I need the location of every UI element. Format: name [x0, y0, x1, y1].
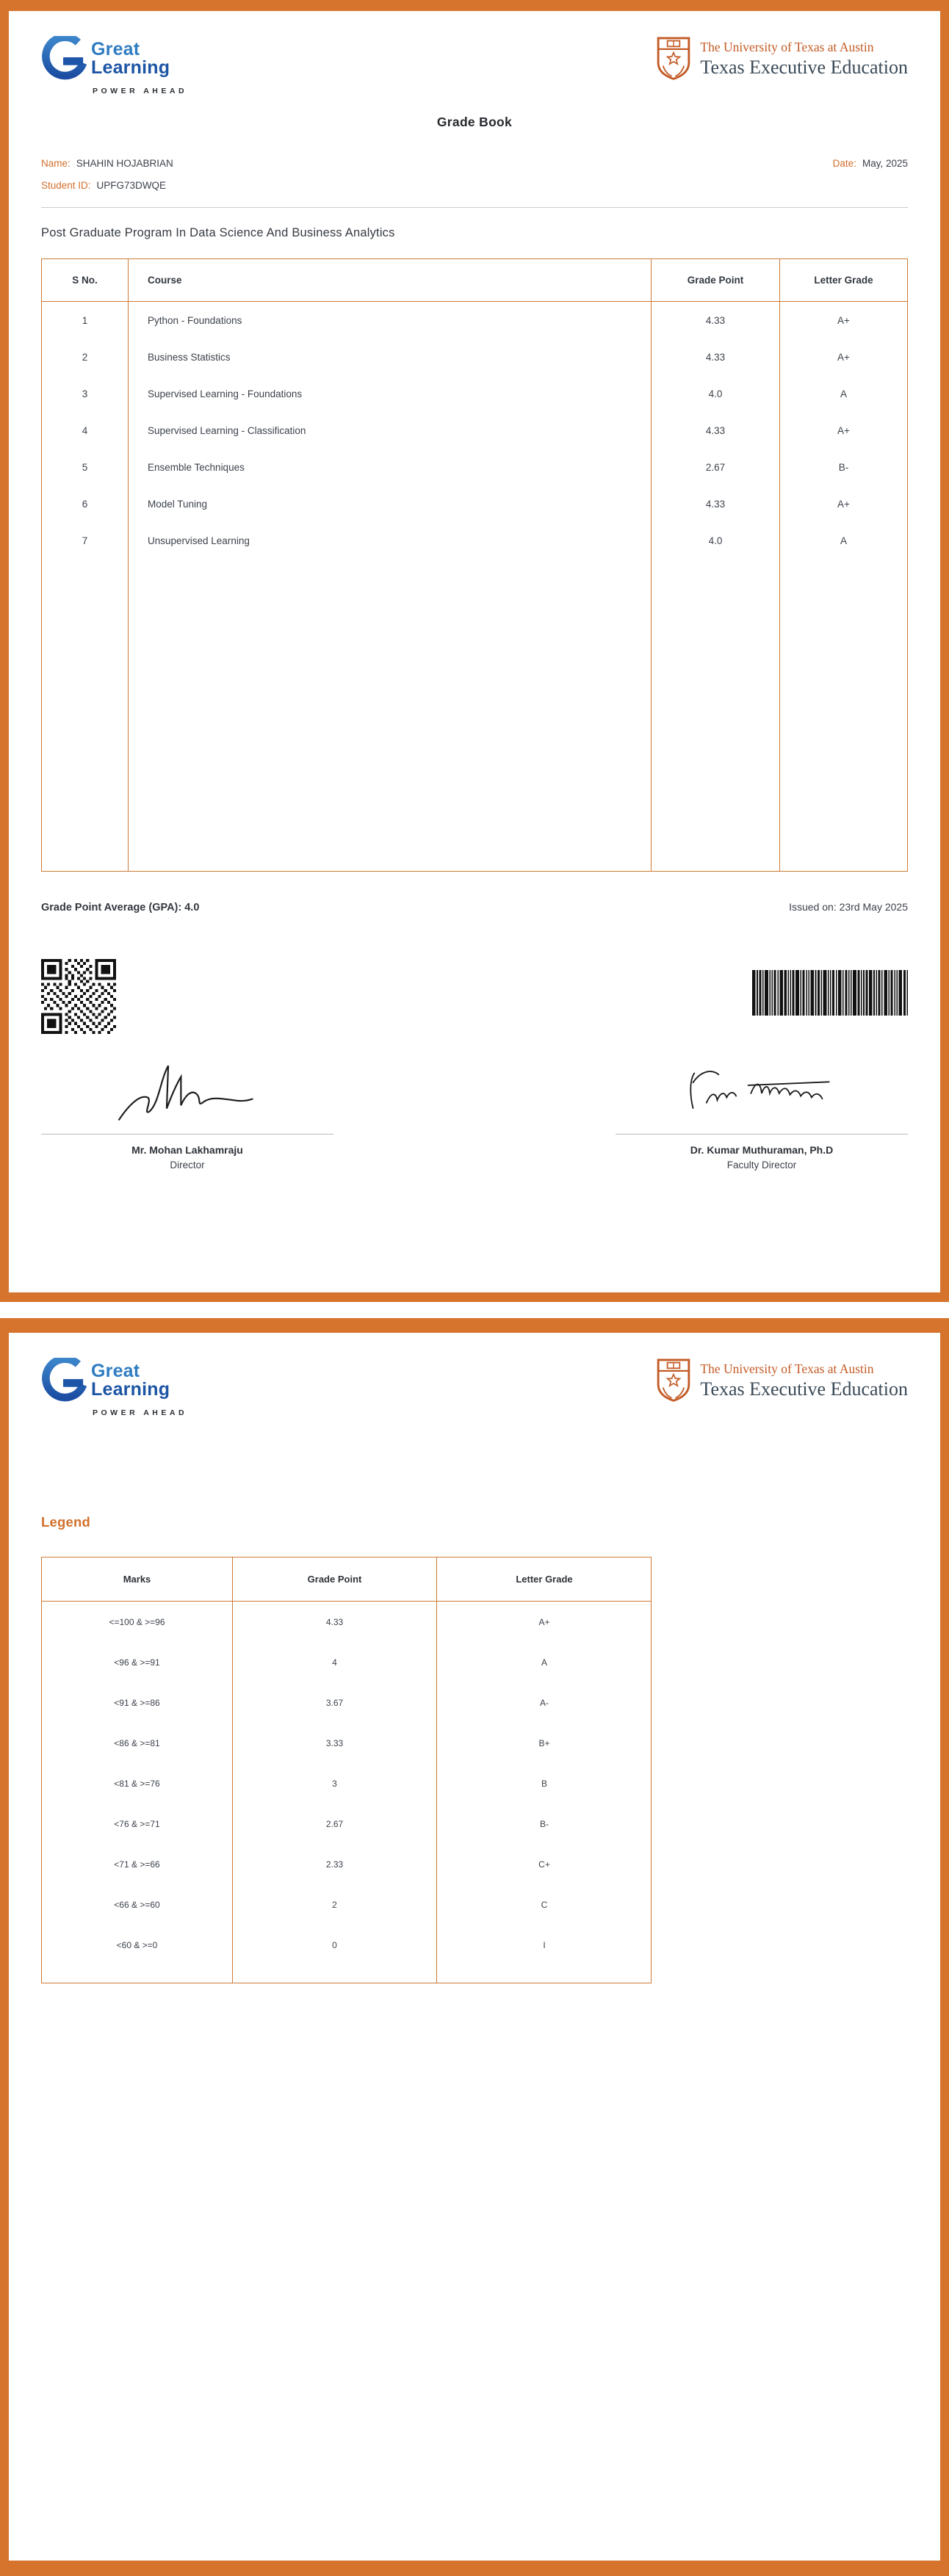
cell-sno: 5: [42, 449, 129, 485]
grade-table: [41, 258, 908, 872]
cell-course: Ensemble Techniques: [129, 449, 652, 485]
cell-letter-grade: B: [541, 1778, 547, 1789]
ut-austin-logo: [656, 1358, 908, 1403]
cell-marks: <91 & >=86: [42, 1682, 233, 1723]
table-filler-cell: [780, 559, 907, 871]
cell-marks: <66 & >=60: [42, 1884, 233, 1925]
cell-letter-grade: A+: [837, 498, 850, 510]
brand-tagline: POWER AHEAD: [93, 87, 188, 95]
student-name-row: [41, 158, 173, 169]
cell-marks: <86 & >=81: [42, 1723, 233, 1763]
cell-letter-grade: A: [541, 1657, 547, 1668]
cell-grade-point: 4.33: [652, 339, 780, 375]
cell-course: Unsupervised Learning: [129, 522, 652, 559]
signature-block-faculty-director: [616, 1053, 908, 1171]
page-title: Grade Book: [436, 115, 513, 129]
cell-letter-grade: A+: [837, 424, 850, 436]
brand-word-great: Great: [91, 1361, 140, 1381]
signature-line: [41, 1134, 333, 1135]
cell-marks: <71 & >=66: [42, 1844, 233, 1884]
cell-grade-point: 4.0: [652, 375, 780, 412]
cell-letter-grade: A: [840, 388, 847, 399]
cell-marks: <=100 & >=96: [42, 1602, 233, 1642]
ut-shield-icon: [656, 1358, 691, 1403]
cell-letter-grade: B+: [538, 1737, 550, 1748]
cell-course: Python - Foundations: [129, 302, 652, 339]
cell-grade-point: 3.33: [233, 1723, 437, 1763]
cell-grade-point: 4: [233, 1642, 437, 1682]
signatory-name: Dr. Kumar Muthuraman, Ph.D: [690, 1144, 834, 1156]
cell-grade-point: 0: [233, 1925, 437, 1965]
cell-grade-point: 3.67: [233, 1682, 437, 1723]
date-row: [833, 158, 908, 169]
table-filler-cell: [233, 1965, 437, 1983]
cell-letter-grade: C: [541, 1899, 548, 1910]
cell-course: Business Statistics: [129, 339, 652, 375]
cell-sno: 7: [42, 522, 129, 559]
col-header-marks: Marks: [42, 1557, 233, 1602]
cell-letter-grade: B-: [540, 1818, 549, 1829]
issued-date: Issued on: 23rd May 2025: [789, 901, 908, 913]
cell-grade-point: 4.33: [652, 302, 780, 339]
header: [41, 1358, 908, 1417]
table-filler-cell: [437, 1965, 652, 1983]
cell-letter-grade: A+: [538, 1616, 550, 1627]
signatory-title: Director: [170, 1159, 205, 1171]
cell-grade-point: 4.0: [652, 522, 780, 559]
cell-course: Supervised Learning - Classification: [129, 412, 652, 449]
ut-division-line: Texas Executive Education: [700, 56, 908, 78]
cell-grade-point: 2.33: [233, 1844, 437, 1884]
cell-marks: <60 & >=0: [42, 1925, 233, 1965]
cell-grade-point: 2: [233, 1884, 437, 1925]
date-label: Date:: [832, 158, 856, 169]
ut-name-line: The University of Texas at Austin: [700, 1361, 874, 1376]
cell-grade-point: 3: [233, 1763, 437, 1803]
cell-sno: 1: [42, 302, 129, 339]
ut-shield-icon: [656, 36, 691, 82]
cell-letter-grade: A+: [837, 314, 850, 326]
great-learning-g-icon: [41, 36, 87, 82]
col-header-letter-grade: Letter Grade: [780, 259, 907, 302]
col-header-course: Course: [129, 259, 652, 302]
qr-code: [41, 959, 116, 1034]
signature-scribble-icon: [107, 1053, 268, 1132]
col-header-grade-point: Grade Point: [233, 1557, 437, 1602]
brand-word-great: Great: [91, 39, 140, 59]
cell-grade-point: 4.33: [652, 412, 780, 449]
great-learning-logo: [41, 36, 232, 95]
name-label: Name:: [41, 158, 71, 169]
program-title: Post Graduate Program In Data Science And Business Analytics: [41, 226, 395, 239]
ut-name-line: The University of Texas at Austin: [700, 39, 874, 54]
divider: [41, 207, 908, 208]
cell-course: Model Tuning: [129, 485, 652, 522]
cell-sno: 2: [42, 339, 129, 375]
great-learning-logo: [41, 1358, 232, 1417]
cell-letter-grade: A-: [540, 1697, 549, 1708]
signature-line: [616, 1134, 908, 1135]
student-id-row: [41, 180, 908, 191]
cell-sno: 4: [42, 412, 129, 449]
gradebook-page-2: [0, 1318, 949, 2576]
ut-austin-logo: [656, 36, 908, 82]
cell-letter-grade: A: [840, 535, 847, 546]
table-filler-cell: [42, 559, 129, 871]
barcode: [752, 970, 908, 1016]
signatory-name: Mr. Mohan Lakhamraju: [131, 1144, 243, 1156]
brand-tagline: POWER AHEAD: [93, 1408, 188, 1417]
table-filler-cell: [129, 559, 652, 871]
cell-letter-grade: I: [543, 1939, 546, 1950]
col-header-sno: S No.: [42, 259, 129, 302]
legend-table: [41, 1557, 652, 1983]
cell-letter-grade: A+: [837, 351, 850, 363]
great-learning-g-icon: [41, 1358, 87, 1403]
cell-letter-grade: B-: [838, 461, 849, 473]
ut-division-line: Texas Executive Education: [700, 1378, 908, 1400]
header: [41, 36, 908, 95]
cell-grade-point: 4.33: [233, 1602, 437, 1642]
cell-marks: <76 & >=71: [42, 1803, 233, 1844]
student-id-value: UPFG73DWQE: [96, 180, 167, 191]
name-value: SHAHIN HOJABRIAN: [76, 158, 173, 169]
cell-letter-grade: C+: [538, 1859, 550, 1870]
brand-word-learning: Learning: [91, 57, 170, 78]
brand-word-learning: Learning: [91, 1379, 170, 1400]
signature-block-director: [41, 1053, 333, 1171]
cell-course: Supervised Learning - Foundations: [129, 375, 652, 412]
gpa-summary: Grade Point Average (GPA): 4.0: [41, 902, 200, 913]
student-id-label: Student ID:: [41, 180, 91, 191]
table-filler-cell: [42, 1965, 233, 1983]
table-filler-cell: [652, 559, 780, 871]
col-header-letter-grade: Letter Grade: [437, 1557, 652, 1602]
date-value: May, 2025: [862, 158, 908, 169]
cell-grade-point: 2.67: [233, 1803, 437, 1844]
cell-marks: <81 & >=76: [42, 1763, 233, 1803]
legend-heading: Legend: [41, 1514, 90, 1530]
col-header-grade-point: Grade Point: [652, 259, 780, 302]
cell-grade-point: 4.33: [652, 485, 780, 522]
cell-marks: <96 & >=91: [42, 1642, 233, 1682]
cell-sno: 6: [42, 485, 129, 522]
signatory-title: Faculty Director: [726, 1159, 797, 1171]
cell-sno: 3: [42, 375, 129, 412]
cell-grade-point: 2.67: [652, 449, 780, 485]
signature-scribble-icon: [681, 1053, 842, 1132]
